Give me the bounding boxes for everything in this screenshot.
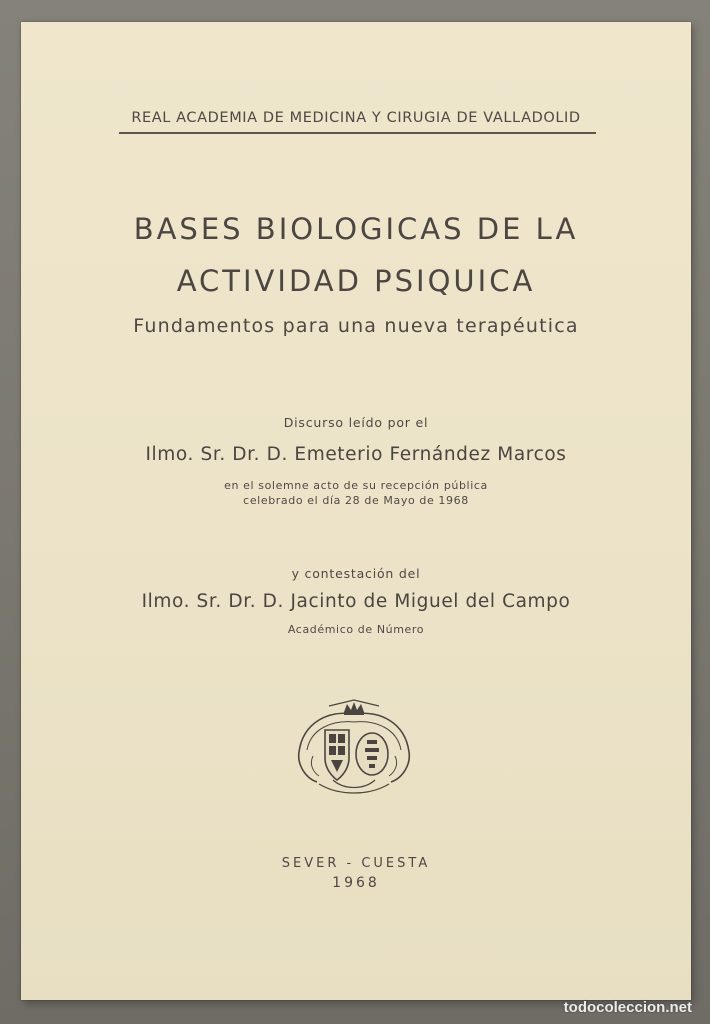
reply-role: Académico de Número: [287, 623, 425, 636]
speaker-name: Ilmo. Sr. Dr. D. Emeterio Fernández Marcos: [145, 444, 567, 465]
academy-seal-emblem: [289, 692, 419, 798]
academy-heading: REAL ACADEMIA DE MEDICINA Y CIRUGIA DE VALLADOLID: [131, 110, 581, 126]
site-watermark: todocoleccion.net: [563, 999, 692, 1016]
title-line-1: BASES BIOLOGICAS DE LA: [133, 212, 579, 246]
occasion-line-2: celebrado el día 28 de Mayo de 1968: [243, 494, 469, 507]
book-cover: [21, 22, 691, 1000]
subtitle: Fundamentos para una nueva terapéutica: [133, 315, 579, 337]
publication-year: 1968: [332, 875, 380, 891]
speech-intro: Discurso leído por el: [283, 415, 429, 430]
reply-name: Ilmo. Sr. Dr. D. Jacinto de Miguel del Campo: [141, 591, 571, 612]
title-line-2: ACTIVIDAD PSIQUICA: [176, 264, 536, 298]
occasion-line-1: en el solemne acto de su recepción pública: [224, 479, 488, 492]
heading-underline: [119, 132, 596, 134]
reply-intro: y contestación del: [291, 566, 421, 581]
publisher-name: SEVER - CUESTA: [281, 856, 431, 871]
